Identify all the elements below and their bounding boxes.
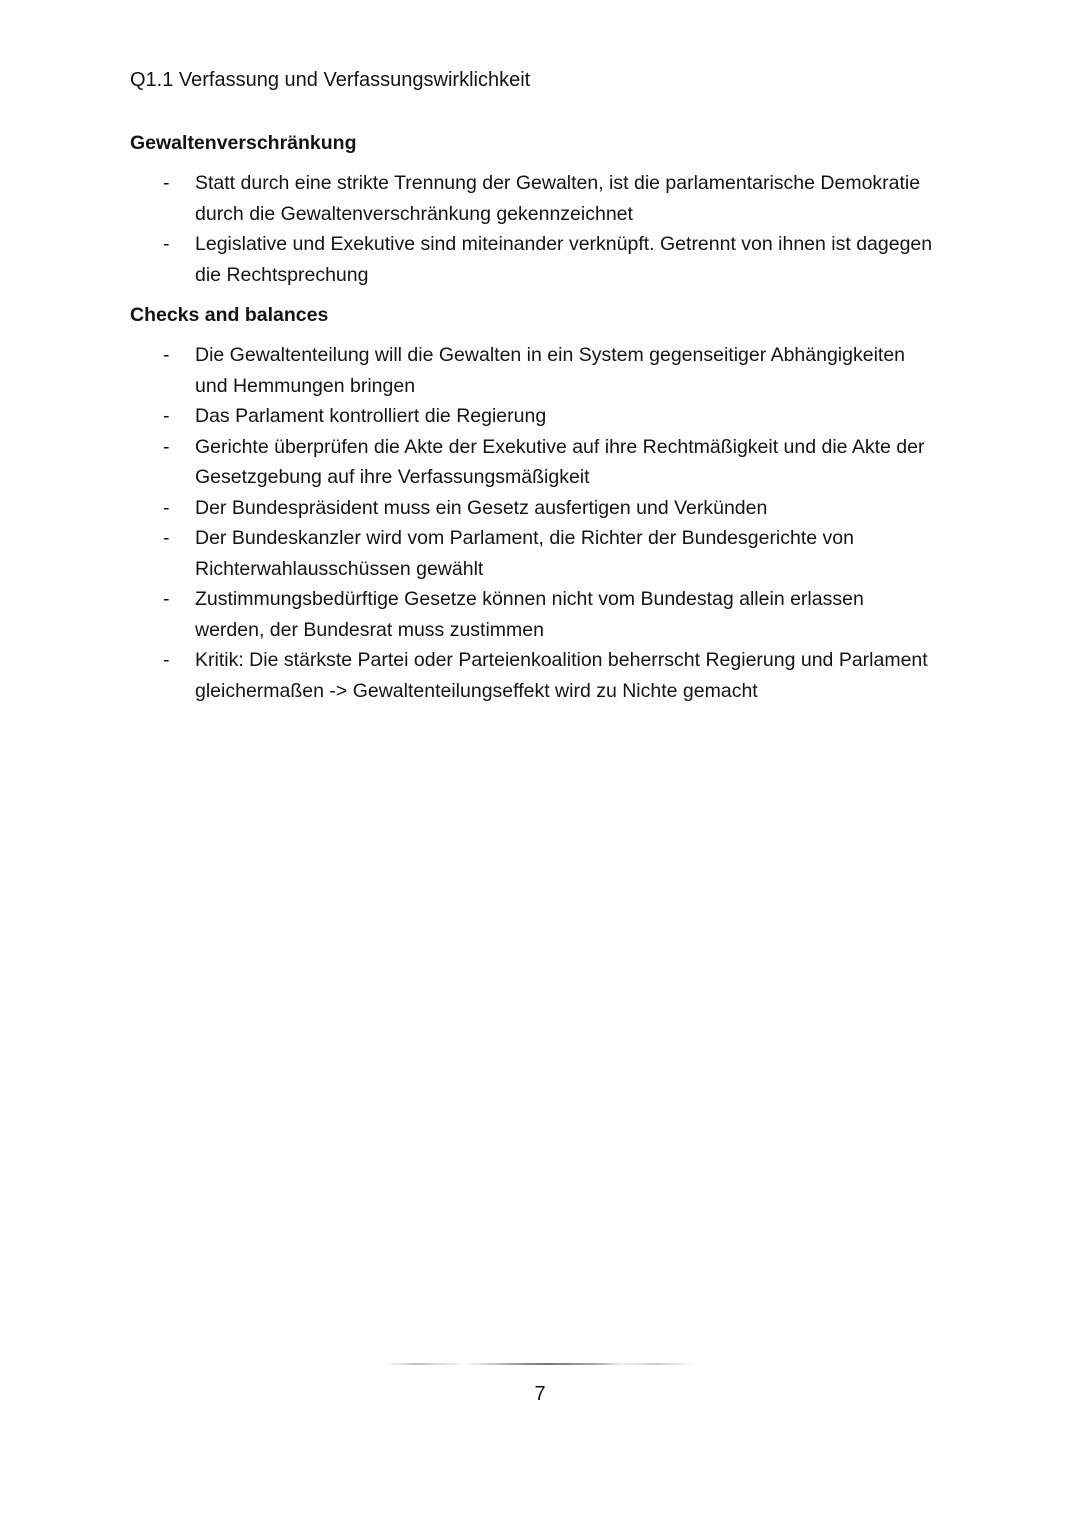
section-heading-checks-and-balances: Checks and balances — [130, 304, 329, 326]
list-item — [130, 229, 960, 290]
list-item-line: Richterwahlausschüssen gewählt — [195, 557, 484, 580]
list-item-line: Der Bundespräsident muss ein Gesetz ausfertigen und Verkünden — [195, 496, 768, 519]
list-item-line: Gesetzgebung auf ihre Verfassungsmäßigkeit — [195, 466, 590, 488]
list-item-line: Statt durch eine strikte Trennung der Gewalten, ist die parlamentarische Demokratie — [195, 172, 921, 194]
list-item — [130, 493, 960, 524]
list-item — [130, 432, 960, 493]
document-body — [130, 128, 960, 706]
list-item-line: Der Bundeskanzler wird vom Parlament, die Richter der Bundesgerichte von — [195, 527, 854, 549]
list-item-line: Gerichte überprüfen die Akte der Exekutive auf ihre Rechtmäßigkeit und die Akte der — [195, 435, 925, 458]
bullet-dash: - — [163, 527, 170, 549]
bullet-dash: - — [163, 435, 170, 458]
list-item-line: werden, der Bundesrat muss zustimmen — [195, 618, 544, 641]
footer-divider — [385, 1363, 695, 1365]
list-item — [130, 584, 960, 645]
bullet-dash: - — [163, 344, 170, 366]
list-item-line: Legislative und Exekutive sind miteinander verknüpft. Getrennt von ihnen ist dagegen — [195, 233, 933, 255]
page-number: 7 — [534, 1383, 546, 1405]
list-item-line: Kritik: Die stärkste Partei oder Parteienkoalition beherrscht Regierung und Parlament — [195, 649, 928, 671]
list-item-line: Die Gewaltenteilung will die Gewalten in ein System gegenseitiger Abhängigkeiten — [195, 344, 906, 366]
list-item-line: gleichermaßen -> Gewaltenteilungseffekt wird zu Nichte gemacht — [195, 679, 758, 702]
bullet-dash: - — [163, 172, 170, 194]
bullet-list-checks-and-balances — [130, 340, 960, 706]
page-header-title: Q1.1 Verfassung und Verfassungswirklichkeit — [130, 69, 531, 91]
list-item-line: Zustimmungsbedürftige Gesetze können nicht vom Bundestag allein erlassen — [195, 588, 864, 610]
bullet-dash: - — [163, 649, 170, 671]
section-heading-gewaltenverschraenkung: Gewaltenverschränkung — [130, 132, 357, 154]
list-item — [130, 523, 960, 584]
bullet-dash: - — [163, 588, 170, 610]
list-item-line: und Hemmungen bringen — [195, 374, 416, 397]
bullet-dash: - — [163, 405, 170, 427]
list-item — [130, 340, 960, 401]
bullet-dash: - — [163, 496, 170, 519]
list-item-line: die Rechtsprechung — [195, 263, 369, 286]
list-item-line: Das Parlament kontrolliert die Regierung — [195, 405, 547, 427]
bullet-list-gewaltenverschraenkung — [130, 168, 960, 290]
list-item — [130, 401, 960, 432]
bullet-dash: - — [163, 233, 170, 255]
list-item — [130, 168, 960, 229]
list-item-line: durch die Gewaltenverschränkung gekennzeichnet — [195, 202, 633, 225]
list-item — [130, 645, 960, 706]
